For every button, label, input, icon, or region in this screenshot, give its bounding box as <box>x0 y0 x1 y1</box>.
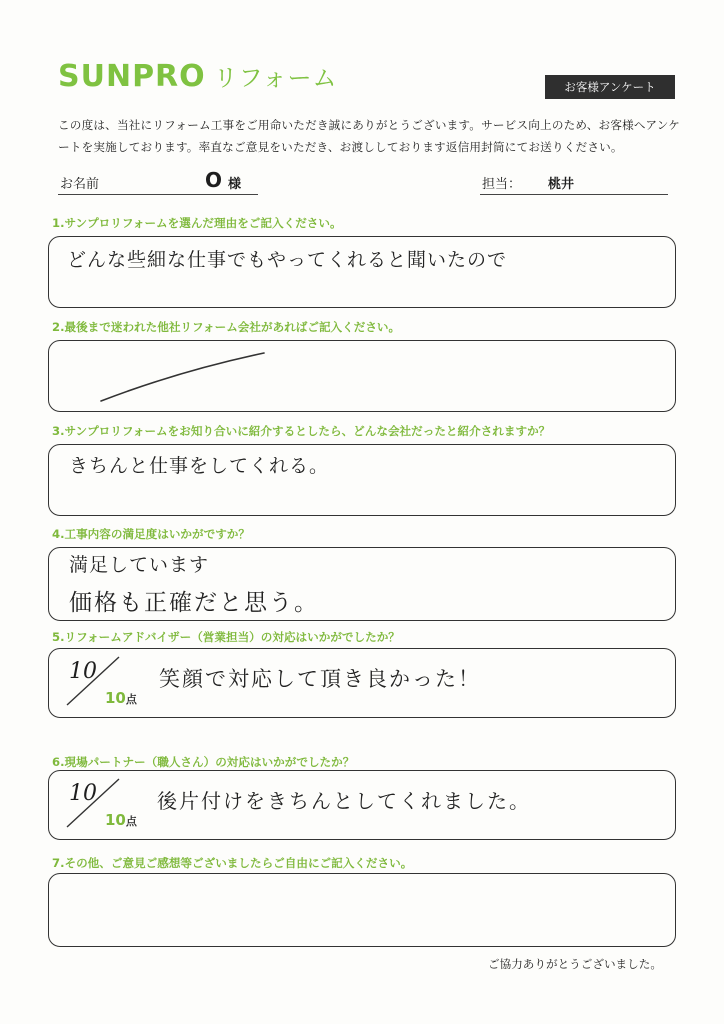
question-2-label: 2.最後まで迷われた他社リフォーム会社があればご記入ください。 <box>52 320 401 334</box>
logo-brand: SUNPRO <box>58 59 206 94</box>
answer-1-line-1: どんな些細な仕事でもやってくれると聞いたので <box>67 249 508 271</box>
logo-sub: リフォーム <box>213 64 338 92</box>
question-4-label: 4.工事内容の満足度はいかがですか？ <box>52 527 250 541</box>
survey-badge: お客様アンケート <box>545 75 675 99</box>
score-5-max-value: 10 <box>105 689 126 707</box>
answer-box-7 <box>48 873 676 947</box>
score-6-unit: 点 <box>125 815 137 828</box>
question-6-label: 6.現場パートナー（職人さん）の対応はいかがでしたか？ <box>52 755 355 769</box>
sunpro-logo <box>58 58 337 94</box>
name-label: お名前 <box>60 177 100 192</box>
intro-text: この度は、当社にリフォーム工事をご用命いただき誠にありがとうございます。サービス向上のため、お客様へアンケートを実施しております。率直なご意見をいただき、お渡ししております返信用封筒にてお送りください。 <box>58 118 681 154</box>
score-block-5 <box>55 651 165 715</box>
score-5-value: 10 <box>69 659 97 684</box>
honorific: 様 <box>228 177 242 192</box>
answer-box-2 <box>48 340 676 412</box>
name-value: O <box>205 168 223 192</box>
answer-4-line-2: 価格も正確だと思う。 <box>69 590 319 616</box>
answer-box-6 <box>48 770 676 840</box>
question-1-label: 1.サンプロリフォームを選んだ理由をご記入ください。 <box>52 216 342 230</box>
score-5-max <box>105 689 137 707</box>
score-6-max-value: 10 <box>105 811 126 829</box>
staff-label: 担当： <box>482 177 522 192</box>
answer-4-line-1: 満足しています <box>69 554 210 576</box>
answer-3-line-1: きちんと仕事をしてくれる。 <box>69 455 330 477</box>
answer-box-4 <box>48 547 676 621</box>
question-5-label: 5.リフォームアドバイザー（営業担当）の対応はいかがでしたか？ <box>52 630 400 644</box>
staff-field <box>480 170 668 195</box>
answer-box-3 <box>48 444 676 516</box>
answer-box-5 <box>48 648 676 718</box>
name-field <box>58 170 258 195</box>
staff-value: 桃井 <box>548 177 575 192</box>
answer-6-line-1: 後片付けをきちんとしてくれました。 <box>157 789 531 813</box>
score-5-unit: 点 <box>125 693 137 706</box>
answer-box-1 <box>48 236 676 308</box>
answer-5-line-1: 笑顔で対応して頂き良かった！ <box>159 667 481 691</box>
score-6-max <box>105 811 137 829</box>
question-7-label: 7.その他、ご意見ご感想等ございましたらご自由にご記入ください。 <box>52 856 413 870</box>
thanks-text: ご協力ありがとうございました。 <box>488 957 662 971</box>
strike-line-mark <box>49 341 675 411</box>
question-3-label: 3.サンプロリフォームをお知り合いに紹介するとしたら、どんな会社だったと紹介されますか？ <box>52 424 551 438</box>
score-block-6 <box>55 773 165 837</box>
score-6-value: 10 <box>69 781 97 806</box>
